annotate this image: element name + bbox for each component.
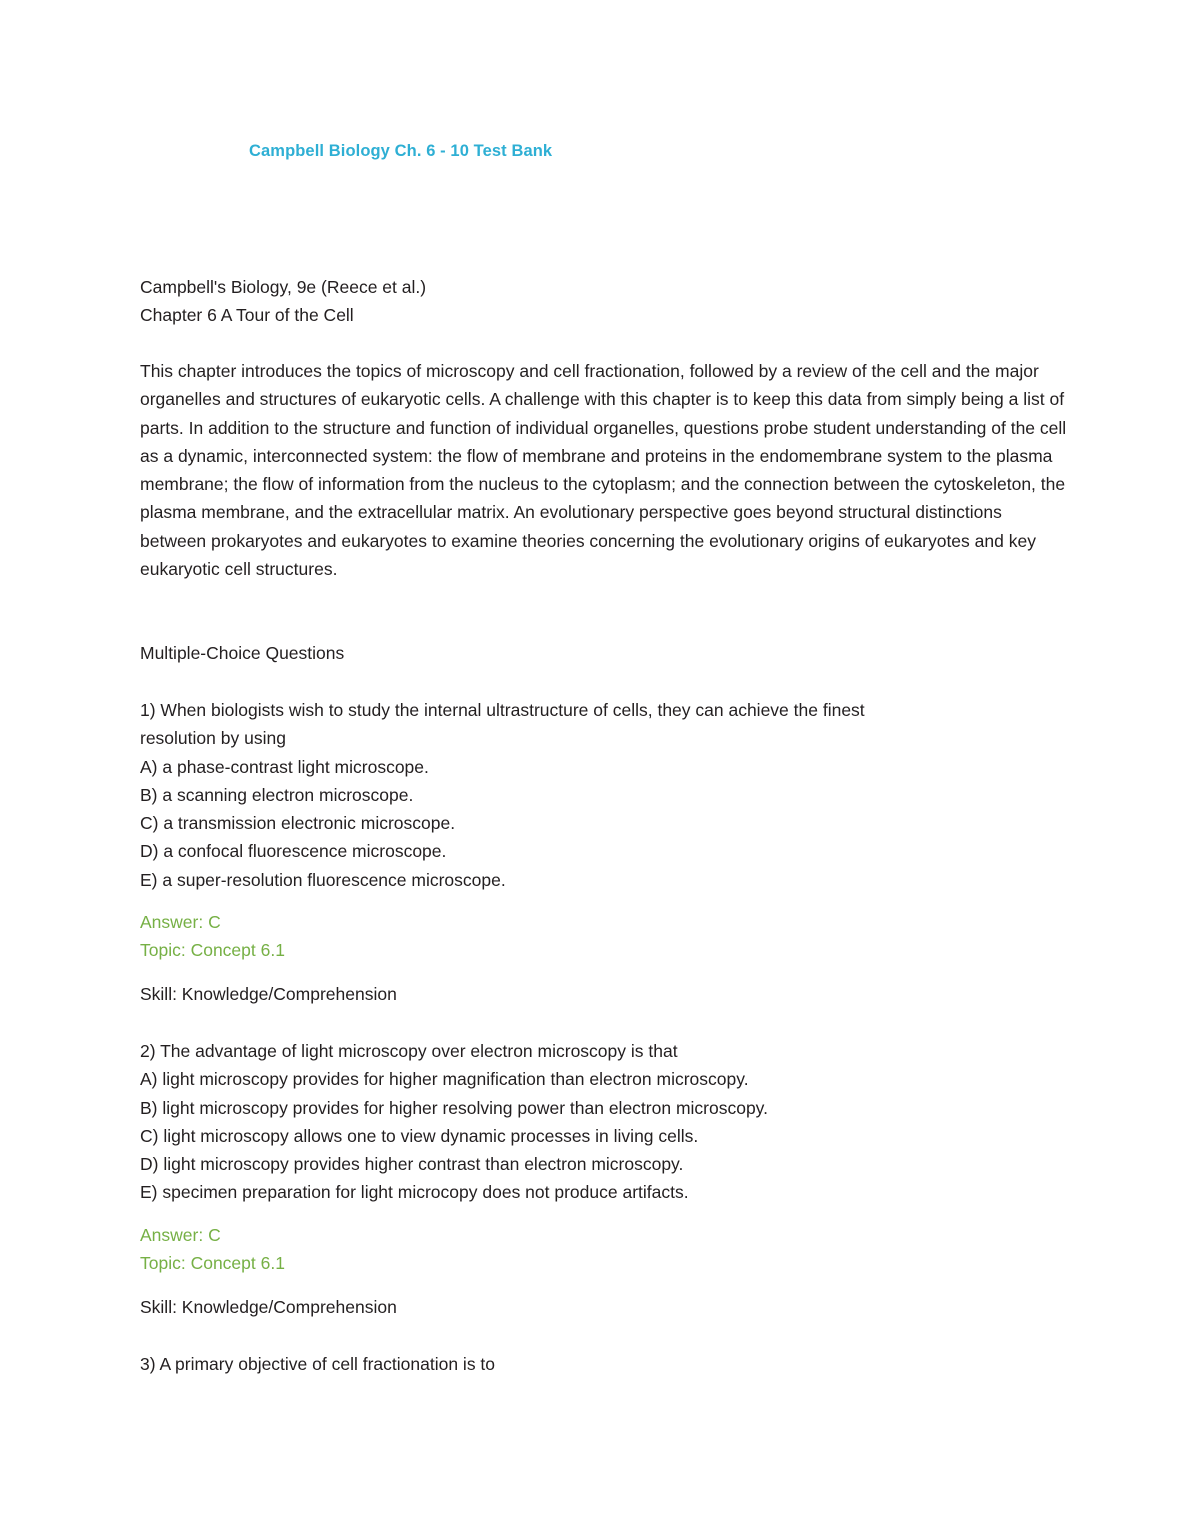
question-2-choice-d: D) light microscopy provides higher contrast than electron microscopy. xyxy=(140,1154,684,1175)
question-2-choice-c: C) light microscopy allows one to view dynamic processes in living cells. xyxy=(140,1125,699,1146)
section-heading xyxy=(140,639,1070,667)
question-1-block xyxy=(140,696,1070,894)
question-2-choice-b: B) light microscopy provides for higher resolving power than electron microscopy. xyxy=(140,1097,769,1118)
question-2-block xyxy=(140,1037,1070,1207)
question-3-stem-line-1: 3) A primary objective of cell fractionation is to xyxy=(140,1354,496,1374)
question-1-choice-d: D) a confocal fluorescence microscope. xyxy=(140,841,447,862)
question-2-stem-line-1: 2) The advantage of light microscopy over electron microscopy is that xyxy=(140,1041,678,1061)
question-1-skill-block xyxy=(140,980,1070,1008)
question-1-skill: Skill: Knowledge/Comprehension xyxy=(140,984,397,1004)
question-2-answer: Answer: C xyxy=(140,1225,221,1245)
chapter-intro-paragraph xyxy=(140,357,1070,583)
question-2-topic: Topic: Concept 6.1 xyxy=(140,1253,285,1274)
question-1-answer: Answer: C xyxy=(140,912,221,932)
question-3-block xyxy=(140,1350,1070,1378)
intro-text: This chapter introduces the topics of microscopy and cell fractionation, followed by a review of the cell and the major organelles and structures of eukaryotic cells. A challenge with this chapter is to keep this data from simply being a list of parts. In addition to the structure and function of individual organelles, questions probe student understanding of the cell as a dynamic, interconnected system: the flow of membrane and proteins in the endomembrane system to the plasma membrane; the flow of information from the nucleus to the cytoplasm; and the connection between the cytoskeleton, the plasma membrane, and the extracellular matrix. An evolutionary perspective goes beyond structural distinctions between prokaryotes and eukaryotes to examine theories concerning the evolutionary origins of eukaryotes and key eukaryotic cell structures. xyxy=(140,361,1067,580)
question-2-choice-a: A) light microscopy provides for higher magnification than electron microscopy. xyxy=(140,1069,749,1090)
multiple-choice-heading: Multiple-Choice Questions xyxy=(140,643,345,663)
question-2-skill-block xyxy=(140,1293,1070,1321)
question-2-choice-e: E) specimen preparation for light microcopy does not produce artifacts. xyxy=(140,1182,689,1203)
question-1-choice-c: C) a transmission electronic microscope. xyxy=(140,813,456,834)
question-1-choice-b: B) a scanning electron microscope. xyxy=(140,784,414,805)
question-2-skill: Skill: Knowledge/Comprehension xyxy=(140,1297,397,1317)
question-1-answer-block xyxy=(140,908,1070,965)
question-1-stem-line-1: 1) When biologists wish to study the internal ultrastructure of cells, they can achieve the finest xyxy=(140,700,865,720)
question-2-answer-block xyxy=(140,1221,1070,1278)
book-edition-line: Campbell's Biology, 9e (Reece et al.) xyxy=(140,277,427,297)
chapter-line: Chapter 6 A Tour of the Cell xyxy=(140,305,354,326)
question-1-choice-a: A) a phase-contrast light microscope. xyxy=(140,756,429,777)
question-1-stem-line-2: resolution by using xyxy=(140,728,286,749)
document-header-lines xyxy=(140,273,1070,330)
question-1-topic: Topic: Concept 6.1 xyxy=(140,940,285,961)
page-title: Campbell Biology Ch. 6 - 10 Test Bank xyxy=(249,142,553,160)
question-1-choice-e: E) a super-resolution fluorescence microscope. xyxy=(140,869,506,890)
